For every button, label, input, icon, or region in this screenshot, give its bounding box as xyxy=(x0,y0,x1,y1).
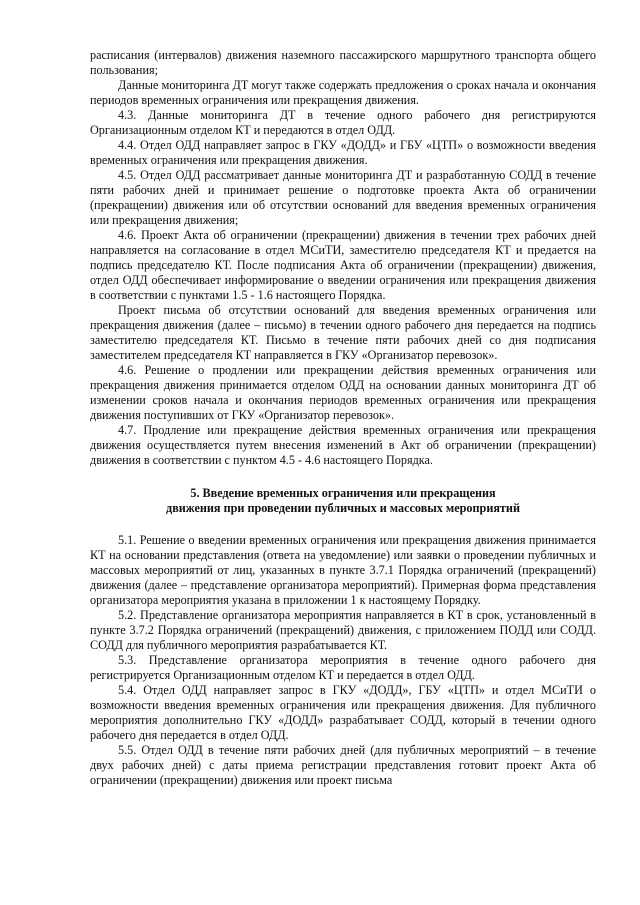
paragraph-continuation: расписания (интервалов) движения наземного пассажирского маршрутного транспорта общего пользования; xyxy=(90,48,596,77)
paragraph-4-5: 4.5. Отдел ОДД рассматривает данные мониторинга ДТ и разработанную СОДД в течение пяти рабочих дней и принимает решение о подготовке проекта Акта об ограничении (прекращении) движения или об отсутствии оснований для введения временных ограничения или прекращения движения; xyxy=(90,168,596,227)
paragraph-4-6-second: 4.6. Решение о продлении или прекращении действия временных ограничения или прекращения движения принимается отделом ОДД на основании данных мониторинга ДТ об изменении сроков начала и окончания периодов временных ограничения или прекращения движения поступивших от ГКУ «Организатор перевозок». xyxy=(90,363,596,422)
paragraph-5-1: 5.1. Решение о введении временных ограничения или прекращения движения принимается КТ на основании представления (ответа на уведомление) или заявки о проведении публичных и массовых мероприятий от лиц, указанных в пункте 3.7.1 Порядка ограничений (прекращений) движения (далее – представление организатора мероприятий). Примерная форма представления организатора мероприятия указана в приложении 1 к настоящему Порядку. xyxy=(90,533,596,607)
paragraph-4-4: 4.4. Отдел ОДД направляет запрос в ГКУ «ДОДД» и ГБУ «ЦТП» о возможности введения временных ограничения или прекращения движения. xyxy=(90,138,596,167)
paragraph-4-3: 4.3. Данные мониторинга ДТ в течение одного рабочего дня регистрируются Организационным отделом КТ и передаются в отдел ОДД. xyxy=(90,108,596,137)
paragraph-5-4: 5.4. Отдел ОДД направляет запрос в ГКУ «ДОДД», ГБУ «ЦТП» и отдел МСиТИ о возможности введения временных ограничения или прекращения движения. Для публичного мероприятия дополнительно ГКУ «ДОДД» разрабатывает СОДД, который в течении одного рабочего дня передается в отдел ОДД. xyxy=(90,683,596,742)
paragraph-5-5: 5.5. Отдел ОДД в течение пяти рабочих дней (для публичных мероприятий – в течение двух рабочих дней) с даты приема регистрации представления готовит проект Акта об ограничении (прекращении) движения или проект письма xyxy=(90,743,596,787)
paragraph-5-3: 5.3. Представление организатора мероприятия в течение одного рабочего дня регистрируется Организационным отделом КТ и передается в отдел ОДД. xyxy=(90,653,596,682)
paragraph: Проект письма об отсутствии оснований для введения временных ограничения или прекращения движения (далее – письмо) в течении одного рабочего дня передается на подпись заместителю председателя КТ. Письмо в течение пяти рабочих дней со дня подписания заместителем председателя КТ направляется в ГКУ «Организатор перевозок». xyxy=(90,303,596,362)
paragraph-4-6: 4.6. Проект Акта об ограничении (прекращении) движения в течении трех рабочих дней направляется на согласование в отдел МСиТИ, заместителю председателя КТ и предается на подпись председателю КТ. После подписания Акта об ограничении (прекращении) движения, отдел ОДД обеспечивает информирование о введении ограничения или прекращения движения в соответствии с пунктами 1.5 - 1.6 настоящего Порядка. xyxy=(90,228,596,302)
document-page xyxy=(90,48,596,788)
paragraph-4-7: 4.7. Продление или прекращение действия временных ограничения или прекращения движения осуществляется путем внесения изменений в Акт об ограничении (прекращении) движения в соответствии с пунктом 4.5 - 4.6 настоящего Порядка. xyxy=(90,423,596,467)
section-heading-line-2: движения при проведении публичных и массовых мероприятий xyxy=(166,501,520,515)
section-heading-line-1: 5. Введение временных ограничения или прекращения xyxy=(190,486,496,500)
paragraph: Данные мониторинга ДТ могут также содержать предложения о сроках начала и окончания периодов временных ограничения или прекращения движения. xyxy=(90,78,596,107)
section-heading xyxy=(90,486,596,516)
paragraph-5-2: 5.2. Представление организатора мероприятия направляется в КТ в срок, установленный в пункте 3.7.2 Порядка ограничений (прекращений) движения, с приложением ПОДД или СОДД. СОДД для публичного мероприятия разрабатывается КТ. xyxy=(90,608,596,652)
